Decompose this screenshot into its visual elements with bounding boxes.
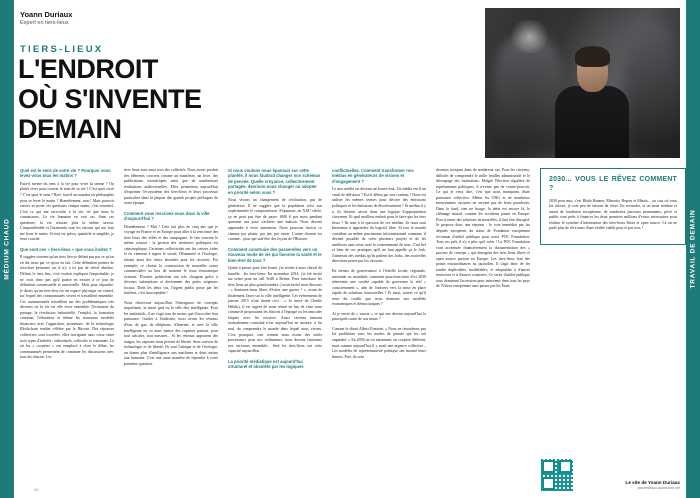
column-5 [436, 168, 530, 484]
footer-caption: Le site de Yoann Duriaux [625, 480, 680, 485]
column-3 [228, 168, 322, 484]
subhead: Comment vous inscrivez-vous dans la ville d'aujourd'hui ? [124, 210, 210, 222]
qr-code[interactable] [540, 458, 574, 492]
subhead: Quel est le sens de votre vie ? Pourquoi vous levez-vous tous les matins ? [20, 168, 111, 179]
column-1 [20, 168, 114, 484]
footer-url: pourlesbaux.autonome.net [637, 486, 680, 490]
page-number: 38 [34, 487, 39, 492]
paragraph: En termes de gouvernance à l'échelle locale, régionale, nationale ou mondiale, comment pourrions-nous d'ici 2030 réinventer une société capable de gouverner le réel « consciemment », afin de l'univers vers la mise en place rapide de solutions structurelles ? Et ainsi, sauver ce qu'il reste du conflit que nous donnons nos modèles économiques et démocratiques ? [332, 269, 426, 307]
side-tab-left [0, 0, 14, 498]
paragraph: Honnêtement ? Mal ! Cela fait plus de cinq ans que je voyage en France et en Europe pour aller à la rencontre des tiers lieux des villes et des campagnes. Je fais souvent le même constat : la gestion des territoires politiques est catastrophique. Certaines collectivités ont les caisses vides et en viennent à signer le social, l'Humanité et l'écologie, faisant ainsi des choix absurdes pour les citoyens. Par exemple, ce choisir la construction de nouvelles zones commerciales au lieu de soutenir le tissu économique existant. D'autres politiciens ont très chargent grâce à diverses subventions et deviennent des petits seigneurs locaux. Dans les deux cas, l'argent public passe par les fenêtres, c'est inacceptable ! [124, 224, 218, 296]
callout-box [540, 168, 686, 245]
paragraph: tiers lieux sont aussi tous des collectifs. Nous avons produit des éléments concrets comme un manifeste, un livre, des publications scientifiques ainsi que de nombreuses réalisations audiovisuelles. Elles permettent aujourd'hui d'exprimer l'écosystème des tiers-lieux et leurs processus particulier dans la plupart des grands projets politiques de notre époque. [124, 168, 218, 206]
subhead: Que sont ces « tiers-lieux » que vous invitez ? [20, 246, 112, 252]
paragraph: Nous vivons un changement de civilisation, pas de génération. Il ne suggère que la population n'est son expérimentée le compromisson. S'épanouir, au XXI° siècle, ça ne peut pas être de payer 1000 € par mois pendant quarante ans pour s'acheter une maison. Nous devons apprendre à vivre autrement. Nous pouvons choisir ce chemin par plaisir, par jeu, par envie. L'autre chemin est comme... pour qui suit-être des leçons de l'Histoire. [228, 198, 322, 242]
page-title [18, 54, 318, 145]
headline-line-1: L'ENDROIT [18, 54, 158, 84]
paragraph: devenus toxiques dans de nombreux cas. Pour les citoyens, difficile de comprendre le mille feuilles administratif et le découpage des institutions. Malgré l'élection régulière de représentants politiques, il n'existe pas de contre-pouvoir. Ce qui je veux dire, c'est que nous manquons d'une puissance collective. Même les ONG et de nombreux mouvements citoyens ne servent pas de leurs paradoxes. Dans le fond, rien ne bouge, la dette est encore là, le chômage massif, comme les accidents parmi en Europe. Pour trouver des solutions structurelles, il faut être disruptif. Je propose donc une réponse : le vote immédiat par les députés européens du statut de Fondation européenne reconnue d'utilité publique pour notre POC Foundation. Tous ces prêt, il n'y a plus qu'à voter ! La POC Foundation vont accentuée financièrement la documentation des « process de concept » qui émergent des tiers lieux libres et open source partout en Europe. Les tiers-lieux font des points extraordinaires au quotidien. Il s'agit donc de les rendre duplicables, modifiables, et adaptables à d'autres territoires et à d'autres contextes. Ce serait d'utilité publique sous dominant l'accession pour intervenir dans tous les pays de l'Union européenne sans passer par les États. [436, 168, 530, 289]
author-role: Expert en tiers-lieux [20, 20, 69, 26]
subhead: La priorité médiatique est aujourd'hui structurel et obsolète par les logiques [228, 358, 304, 370]
headline-line-3: DEMAIN [18, 114, 122, 145]
paragraph: Ai je envie de « sauver » ce qui me devenu aujourd'hui la principale cause de nos maux ? [332, 311, 426, 322]
side-tab-right [686, 0, 700, 498]
paragraph: Le mot média est devenu un fourre-tout. Un média est-il un canal de diffusion ? Est-il défini par son contenu ? Nous est utiliser les mêmes termes pour décrire des émissions politiques et les émissions de divertissement ? Si médias il y a, ils doivent savoir dans une logique d'appropriation citoyenne. Et quel meilleur endroit pour le faire que les tiers lieux ? Ils sont à la question de ces médias, ils nous sont bienvenus à apprendre du logiciel libre. Si tout le monde contribue au même parcimonie informationnel commun, il devient possible de créer plusieurs projets et de les améliorer sans cesse avec le consentement de tous. C'est bel et bien de ces pratiques qu'il ne faut appelle ça le fork. J'aimerais des médias qu'ils parlent des forks, des nouvelles directions prises par les citoyens. [332, 187, 427, 264]
paragraph: Il suggère souvent qu'un tiers lieu se définit pas par ce qu'on en dit, mais par ce qu'on en fait. Cette définition permet de n'exclure personne car il n'y a ici pas de vérité absolue. Définir le tiers lieu, c'est vouloir expliquer l'improbable, je ne crois donc pas qu'il puisse en exister à ce jour de définition consensuelle et universelle. Mais pour répondre, je dirais qu'un tiers-lieu est un espace physique ou virtuel, sur lequel des communautés vivent et travaillent ensemble. Ces communautés travaillent sur des problématiques très diverses où la vie est elle vivre ensemble, l'économie du partage, la révolution industrielle, l'emploi, la formation continue, l'éducation et même les nouveaux modèles financiers avec l'apparition, promesses, de la technologie Blockchain rendue célèbre par le Bitcoin. Des réponses collectives sont trouvées, elles naviguent sans cesse entre trois types d'intérêts : individuels, collectifs et communs. Là où les « coopérer » ont remplacé à clore le débat, les communautés permettent de continuer les discussions avec tous les chacun. Les [20, 255, 114, 360]
article-columns [20, 168, 680, 484]
paragraph: Nous observons aujourd'hui l'émergence de concepts inquiétants, la smart grid ou la ville dite intelligente. Pour les industriels, il ne s'agit rien de moins que d'accroître leur puissance. Guider à l'industrie, nous avons les réseaux d'eau, de gaz, de téléphone, d'Internet, et avec la ville intelligente on va nous mettre des capteurs partout, pour tout calculer, tout mesurer... Si les réseaux apportent des usages, les capteurs nous privent de liberté. Sous couvert de technologie et de liberté. Ils sont l'attaque et de l'écologie, on donne plus d'intelligence aux machines et donc moins aux humains. C'est une autre manière de répondre à votre première question. [124, 300, 218, 366]
side-tab-left-label: MÉDIUM CHAUD [3, 218, 11, 280]
callout-title: 2030... VOUS LE RÊVEZ COMMENT ? [549, 176, 677, 192]
paragraph: Comme le disait Albert Einstein, « Nous ne résoudrons pas les problèmes avec les modes de pensée qui les ont engendré. » En 2030 on vit autrement, on coopère différent, mais comme aujourd'hui il y avait une urgence collective... Les modèles de représentativité politique ont montré leurs limites. Pire, ils sont [332, 326, 426, 359]
portrait-photo [485, 8, 680, 158]
byline [20, 10, 170, 26]
subhead: conflictuelles. Comment transformer nos médias en générateurs de visions et d'engagement ? [332, 168, 414, 184]
author-name: Yoann Duriaux [20, 10, 73, 19]
section-kicker: TIERS-LIEUX [20, 44, 104, 55]
photo-credit [626, 480, 680, 490]
headline-line-2: OÙ S'INVENTE [18, 84, 202, 115]
subhead: Si nous voulons nous épanouir sur cette planète, il nous faudrait changer nos schémas de pensée. Quelle croyance, collectivement partagée, devrions-nous changer ou adopter en priorité selon vous ? [228, 168, 321, 195]
paragraph: Quitte à passer pour être borné, j'ai revien à nous cheval de bataille : les tiers-lieux. En novembre 2014, j'ai été invité sur scène pour un call TedX à Reims. Pour introduire les tiers lieux au plus grand nombre, j'avais invité mon discours : « Soutenez-nous libres d'éviter une guerre ! », avant de finalement l'axer sur la ville intelligente. Les événements de janvier 2015 n'ont donné ceci : « Ja navré de Charlie Hebdo), il est urgent de nous réunir en bas de chez nous comme le proposaient les bistrots à l'époque ou les amicales laïques avec les ouvriers. Aussi cerveau humain normalement constitué n'est aujourd'hui en mesure, à lui seul, de comprendre le monde dans lequel nous vivons. C'est pourquoi, tout comme nous avons des outils processeurs pour nos ordinateurs, nous devons fusionner nos cerveaux ensemble... Seul les tiers-lieux ont cette capacité aujourd'hui. [228, 266, 322, 354]
column-2 [124, 168, 218, 484]
paragraph: Faut-il mettre du sens à la vie pour vivre la sienne ? Ou plutôt vivre pour trouver le sens de sa vie ? C'est quoi vivre ? C'est quoi le sens ? Bref, faut-il un mandat ou philosophie pour se lever le matin ? Honnêtement, non ! Mais pouvoir encore se poser ces questions chaque matin, c'est essentiel. C'est ce qui me raccroche à la vie, tel que nous la connaissons. La vie humaine en vrai cas. Sans ces questions, la vie n'aurait plus la même saveur. L'impondérable et l'inattendu sont les raisons qui me font me lever le matin. Si tout est prévu, quantifié et tangible, je reste couché. [20, 181, 114, 242]
subhead: Comment construire des passerelles vers un nouveau mode de vie qui favorise la santé et le bien-être de tous ? [228, 246, 322, 263]
callout-paragraph: 2030 pour moi, c'est Blade Runner, Minority Report et Matrix... au cuis où vous les choses, je vois peu de raisons de rêver. En revanche, si on nous attribue et aurait de fondation européenne, de nombreux parcours permanents, privé et public sont prêts à financer les deux premiers millions d'euros nécessaires pour réaliser le système d'information des tiers-lieux libres et open source. Là on ne parle plus de rêve mais d'une réalité viable pour et par tous ! [549, 198, 677, 231]
column-6 [540, 168, 686, 484]
side-tab-right-label: TRAVAIL DE DEMAIN [689, 209, 697, 289]
column-4 [332, 168, 426, 484]
